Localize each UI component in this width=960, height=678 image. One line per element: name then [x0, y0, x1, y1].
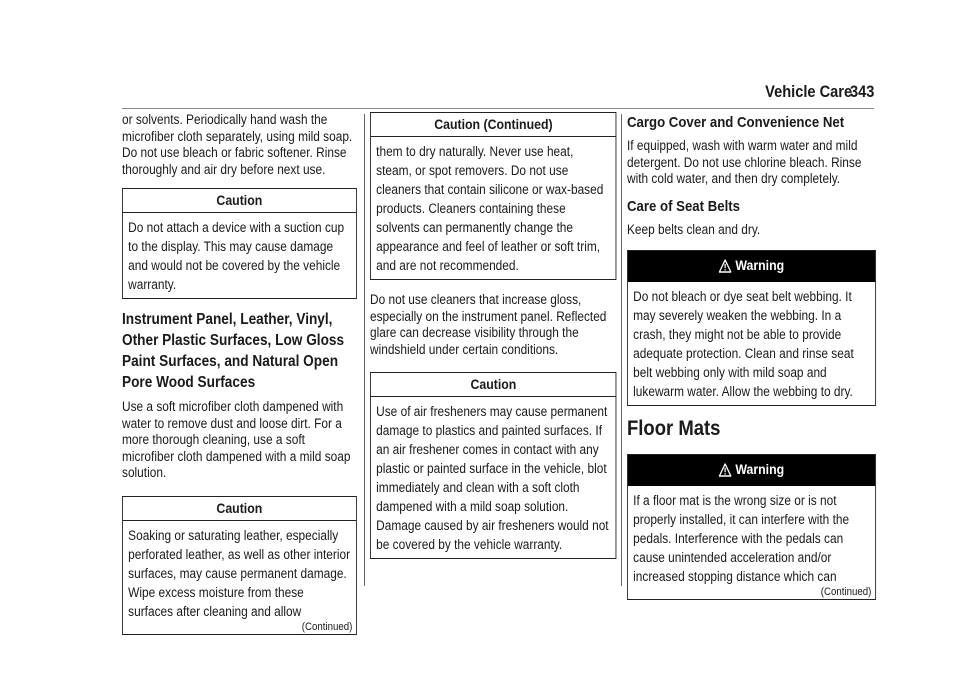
caution-text: Use of air fresheners may cause permanent damage to plastics and painted surfaces. If an air freshener comes in contact with any plastic or painted surface in the vehicle, blot immediately and clean with a soft cloth dampened with a mild soap solution. Damage caused by air fresheners would not be covered by the vehicle warranty.	[376, 404, 609, 552]
caution-title: Caution	[123, 189, 356, 213]
header-rule	[122, 108, 874, 109]
column-3	[627, 112, 875, 600]
cargo-cover-heading: Cargo Cover and Convenience Net	[627, 114, 845, 131]
warning-title: Warning	[735, 257, 785, 273]
page-header	[0, 0, 960, 110]
warning-text: Do not bleach or dye seat belt webbing. It may severely weaken the webbing. In a crash, they might not be able to provide adequate protection. Clean and rinse seat belt webbing only with mild soap and lukewarm water. Allow the webbing to dry.	[633, 289, 854, 399]
floor-mats-heading: Floor Mats	[627, 417, 721, 440]
caution-text: Do not attach a device with a suction cup to the display. This may cause damage and would not be covered by the vehicle warranty.	[128, 220, 345, 292]
continued-label: (Continued)	[301, 620, 353, 633]
column-divider	[364, 114, 365, 586]
caution-text: Soaking or saturating leather, especially perforated leather, as well as other interior surfaces, may cause permanent damage. Wipe excess moisture from these surfaces after cleaning and allow	[128, 527, 351, 619]
column-2	[370, 112, 616, 559]
section-heading: Instrument Panel, Leather, Vinyl, Other Plastic Surfaces, Low Gloss Paint Surfaces, and Natural Open Pore Wood Surfaces	[122, 311, 345, 391]
column-1	[122, 112, 356, 635]
caution-title: Caution	[371, 373, 616, 397]
warning-box	[627, 454, 876, 600]
seat-belts-heading: Care of Seat Belts	[627, 197, 740, 215]
warning-text: If a floor mat is the wrong size or is not properly installed, it can interfere with the pedals. Interference with the pedals can cause unintended acceleration and/or increased stopping distance which can	[633, 493, 850, 584]
warning-title: Warning	[735, 461, 785, 477]
continued-label: (Continued)	[820, 586, 872, 598]
warning-box	[627, 250, 876, 406]
section-name: Vehicle Care	[765, 82, 852, 101]
column-divider	[621, 114, 622, 586]
caution-box	[122, 496, 357, 635]
warning-title-bar	[628, 251, 875, 282]
cargo-cover-paragraph: If equipped, wash with warm water and mild detergent. Do not use chlorine bleach. Rinse with cold water, and then dry completely.	[627, 138, 862, 186]
warning-triangle-icon	[719, 259, 732, 276]
caution-box	[122, 188, 357, 299]
warning-triangle-icon	[719, 463, 732, 480]
cleaning-paragraph: Use a soft microfiber cloth dampened with water to remove dust and loose dirt. For a more thorough cleaning, use a soft microfiber cloth dampened with a mild soap solution.	[122, 399, 351, 480]
intro-paragraph: or solvents. Periodically hand wash the microfiber cloth separately, using mild soap. Do not use bleach or fabric softener. Rinse thoroughly and air dry before next use.	[122, 112, 353, 177]
warning-title-bar	[628, 455, 875, 486]
seat-belts-paragraph: Keep belts clean and dry.	[627, 221, 761, 237]
gloss-paragraph: Do not use cleaners that increase gloss, especially on the instrument panel. Reflected glare can decrease visibility through the windshield under certain conditions.	[370, 292, 607, 357]
page-number: 343	[849, 82, 874, 101]
caution-text: them to dry naturally. Never use heat, steam, or spot removers. Do not use cleaners that contain silicone or wax-based products. Cleaners containing these solvents can permanently change the appearance and feel of leather or soft trim, and are not recommended.	[376, 144, 604, 273]
caution-box-continued	[370, 112, 617, 280]
caution-title: Caution (Continued)	[371, 113, 616, 137]
caution-title: Caution	[123, 497, 356, 521]
caution-box	[370, 372, 617, 559]
